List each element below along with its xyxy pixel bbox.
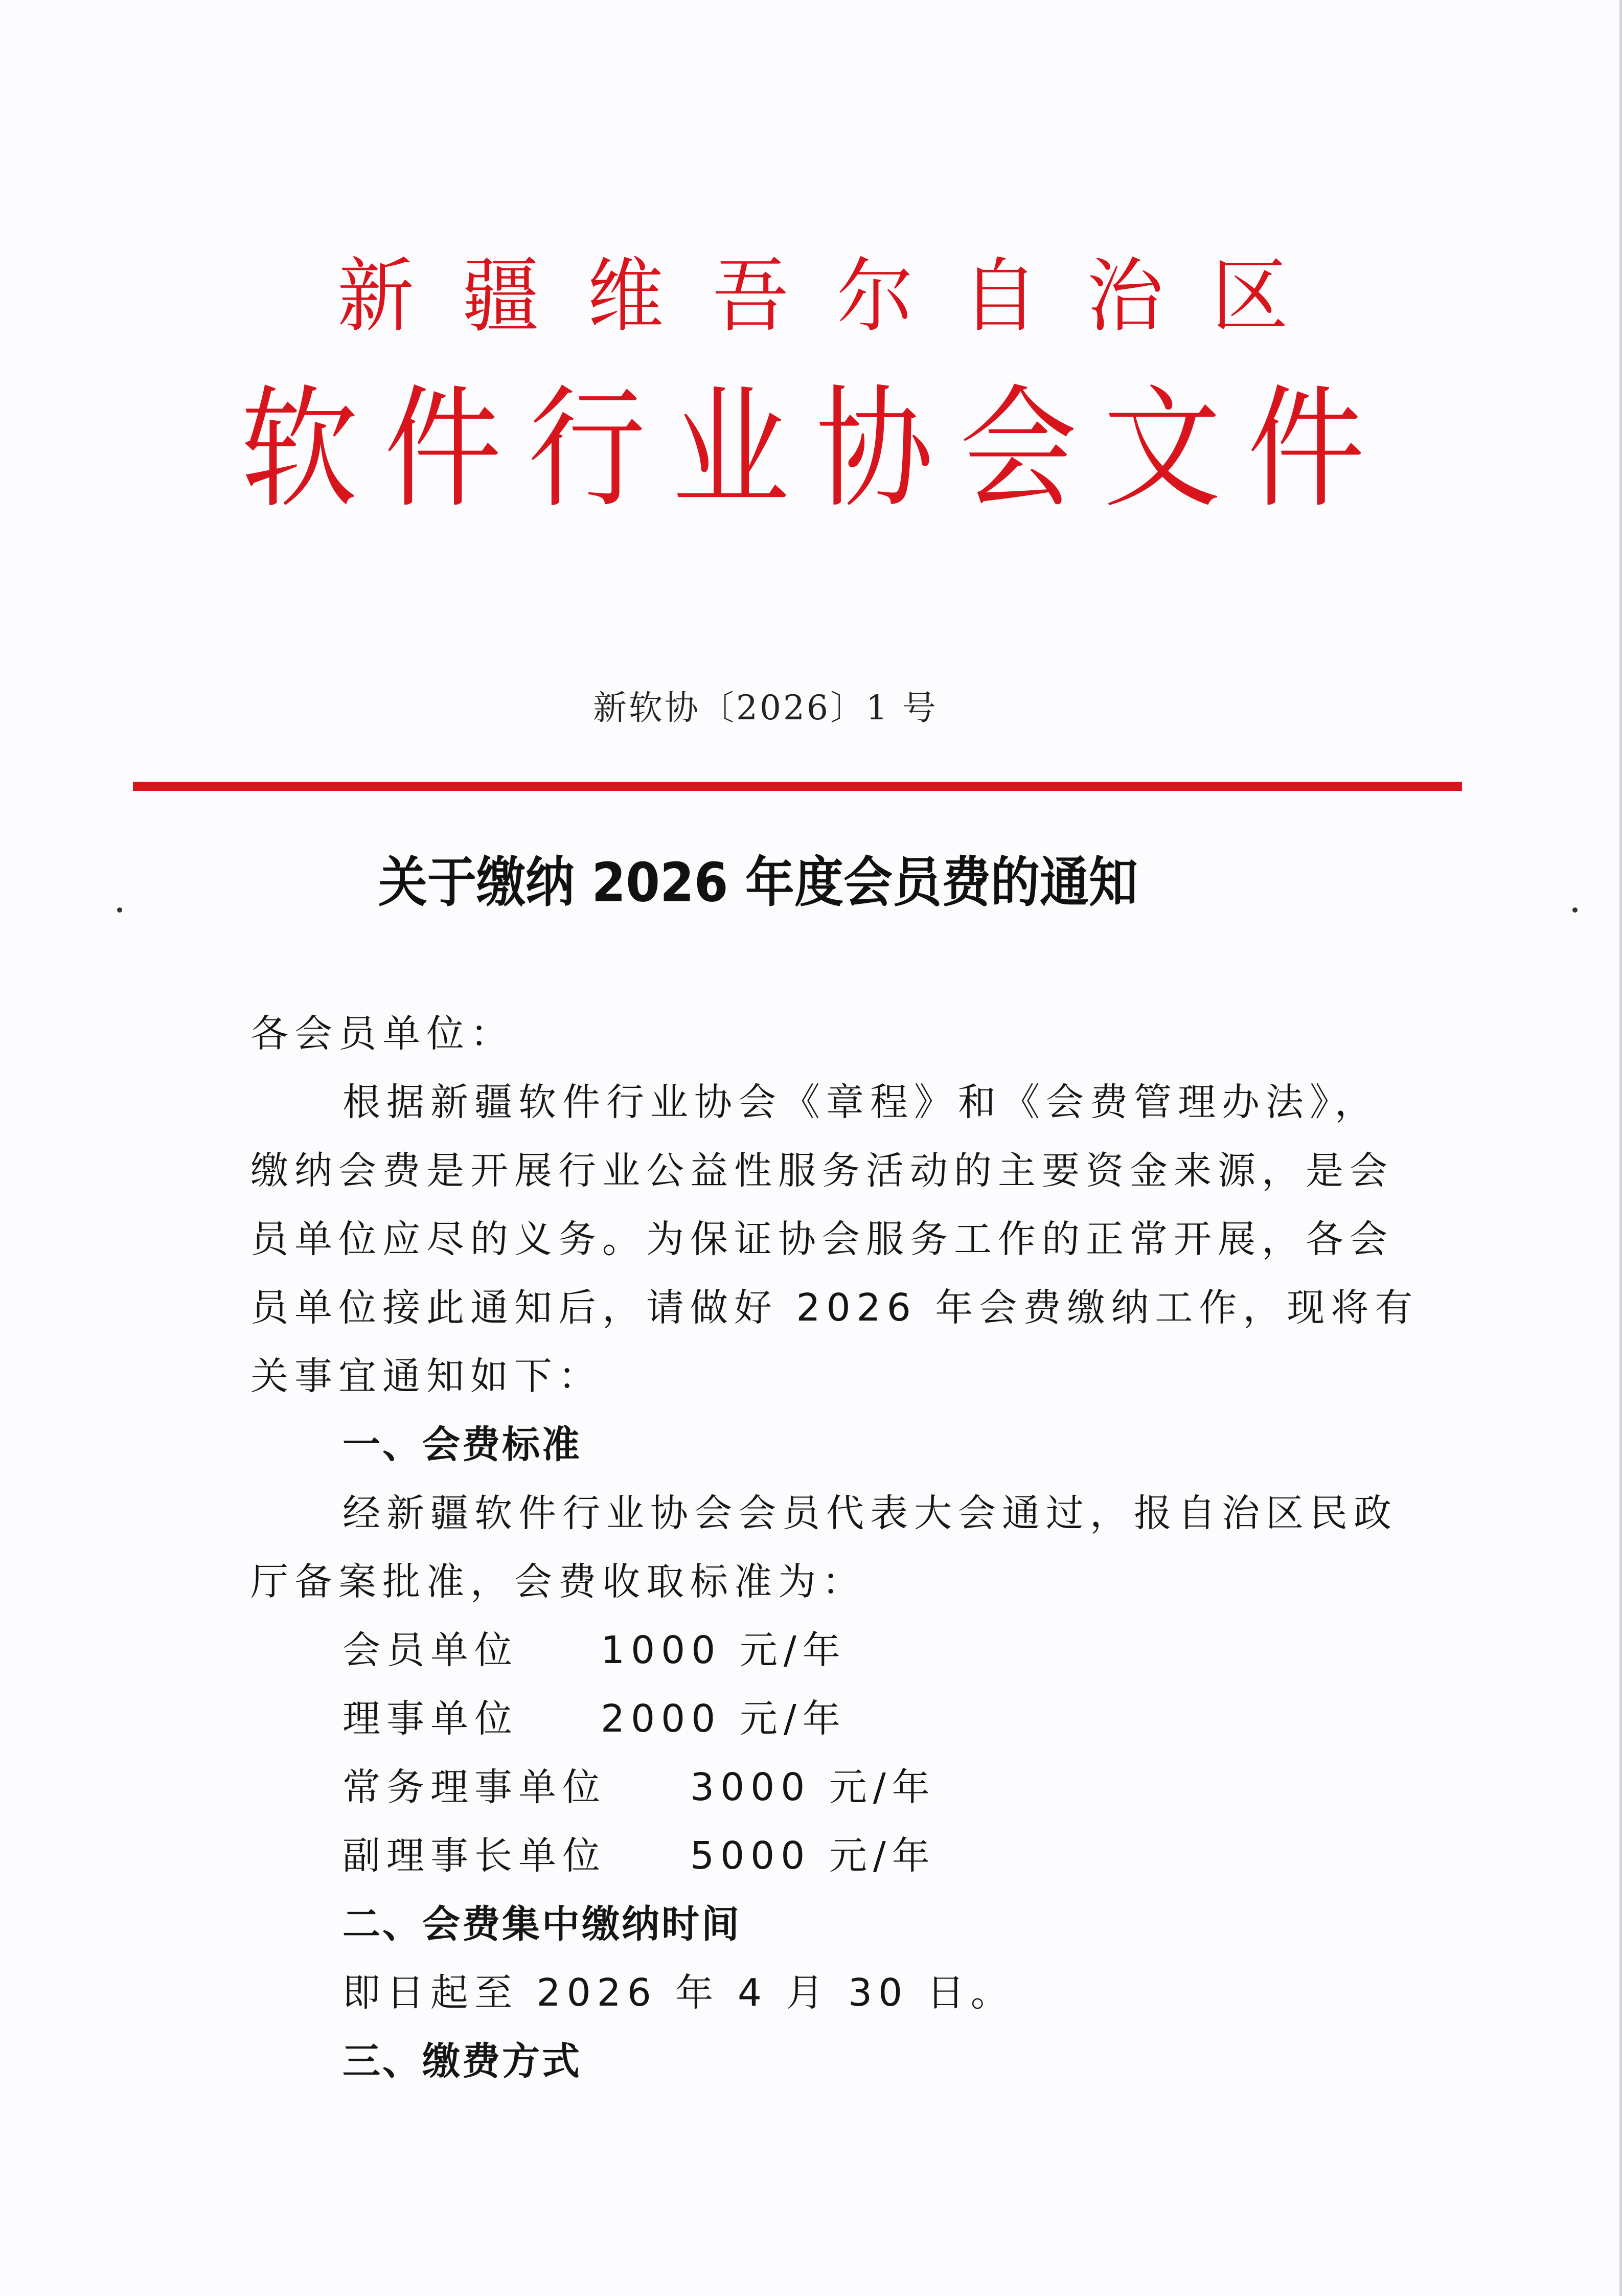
payment-period-text: 即日起至 2026 年 4 月 30 日。 xyxy=(342,1971,1015,2015)
masthead-char: 疆 xyxy=(462,249,539,344)
masthead-org-document xyxy=(240,373,1365,526)
masthead-char: 行 xyxy=(528,373,646,526)
fee-tier-label: 理事单位 xyxy=(342,1697,518,1741)
fee-tier-label: 常务理事单位 xyxy=(342,1765,606,1809)
fee-row xyxy=(250,1685,1396,1753)
masthead-char: 维 xyxy=(587,249,664,344)
fee-row xyxy=(250,1822,1396,1890)
masthead-char: 尔 xyxy=(837,249,914,344)
fee-tier-label: 副理事长单位 xyxy=(342,1834,606,1878)
masthead-region-name xyxy=(337,249,1288,344)
body-paragraph-line: 根据新疆软件行业协会《章程》和《会费管理办法》， xyxy=(342,1080,1379,1124)
masthead-char: 协 xyxy=(815,373,933,526)
section-heading-payment-method: 三、缴费方式 xyxy=(342,2039,582,2083)
document-body xyxy=(250,999,1419,2096)
section-heading-fee-standard: 一、会费标准 xyxy=(342,1423,582,1467)
binding-mark-left xyxy=(117,907,122,913)
fee-amount: 1000 元/年 xyxy=(601,1628,847,1672)
masthead-char: 软 xyxy=(240,373,358,526)
masthead-char: 业 xyxy=(672,373,790,526)
body-paragraph-line: 员单位接此通知后，请做好 2026 年会费缴纳工作，现将有 xyxy=(250,1286,1419,1330)
masthead-char: 吾 xyxy=(712,249,789,344)
masthead-char: 新 xyxy=(337,249,415,344)
document-number: 新软协〔2026〕1 号 xyxy=(593,688,938,728)
fee-tier-label: 会员单位 xyxy=(342,1628,518,1672)
red-separator-rule xyxy=(133,782,1462,791)
body-paragraph-line: 经新疆软件行业协会会员代表大会通过，报自治区民政 xyxy=(342,1491,1398,1535)
masthead-char: 自 xyxy=(962,249,1039,344)
masthead-char: 治 xyxy=(1086,249,1163,344)
fee-row xyxy=(250,1753,1396,1822)
masthead-char: 区 xyxy=(1211,249,1288,344)
body-paragraph-line: 员单位应尽的义务。为保证协会服务工作的正常开展，各会 xyxy=(250,1217,1393,1261)
body-paragraph-line: 缴纳会费是开展行业公益性服务活动的主要资金来源，是会 xyxy=(250,1149,1393,1193)
page-edge-shadow xyxy=(1619,0,1622,2296)
document-title: 关于缴纳 2026 年度会员费的通知 xyxy=(378,851,1138,914)
fee-amount: 5000 元/年 xyxy=(690,1834,936,1878)
masthead-char: 文 xyxy=(1103,373,1221,526)
fee-amount: 2000 元/年 xyxy=(601,1697,847,1741)
masthead-char: 件 xyxy=(384,373,502,526)
section-heading-payment-period: 二、会费集中缴纳时间 xyxy=(342,1902,741,1946)
fee-amount: 3000 元/年 xyxy=(690,1765,936,1809)
body-paragraph-line: 关事宜通知如下： xyxy=(250,1354,602,1398)
fee-row xyxy=(250,1616,1396,1685)
masthead-char: 会 xyxy=(960,373,1078,526)
body-paragraph-line: 厅备案批准，会费收取标准为： xyxy=(250,1560,866,1604)
salutation: 各会员单位： xyxy=(250,1012,514,1056)
masthead-char: 件 xyxy=(1247,373,1365,526)
binding-mark-right xyxy=(1572,907,1578,913)
